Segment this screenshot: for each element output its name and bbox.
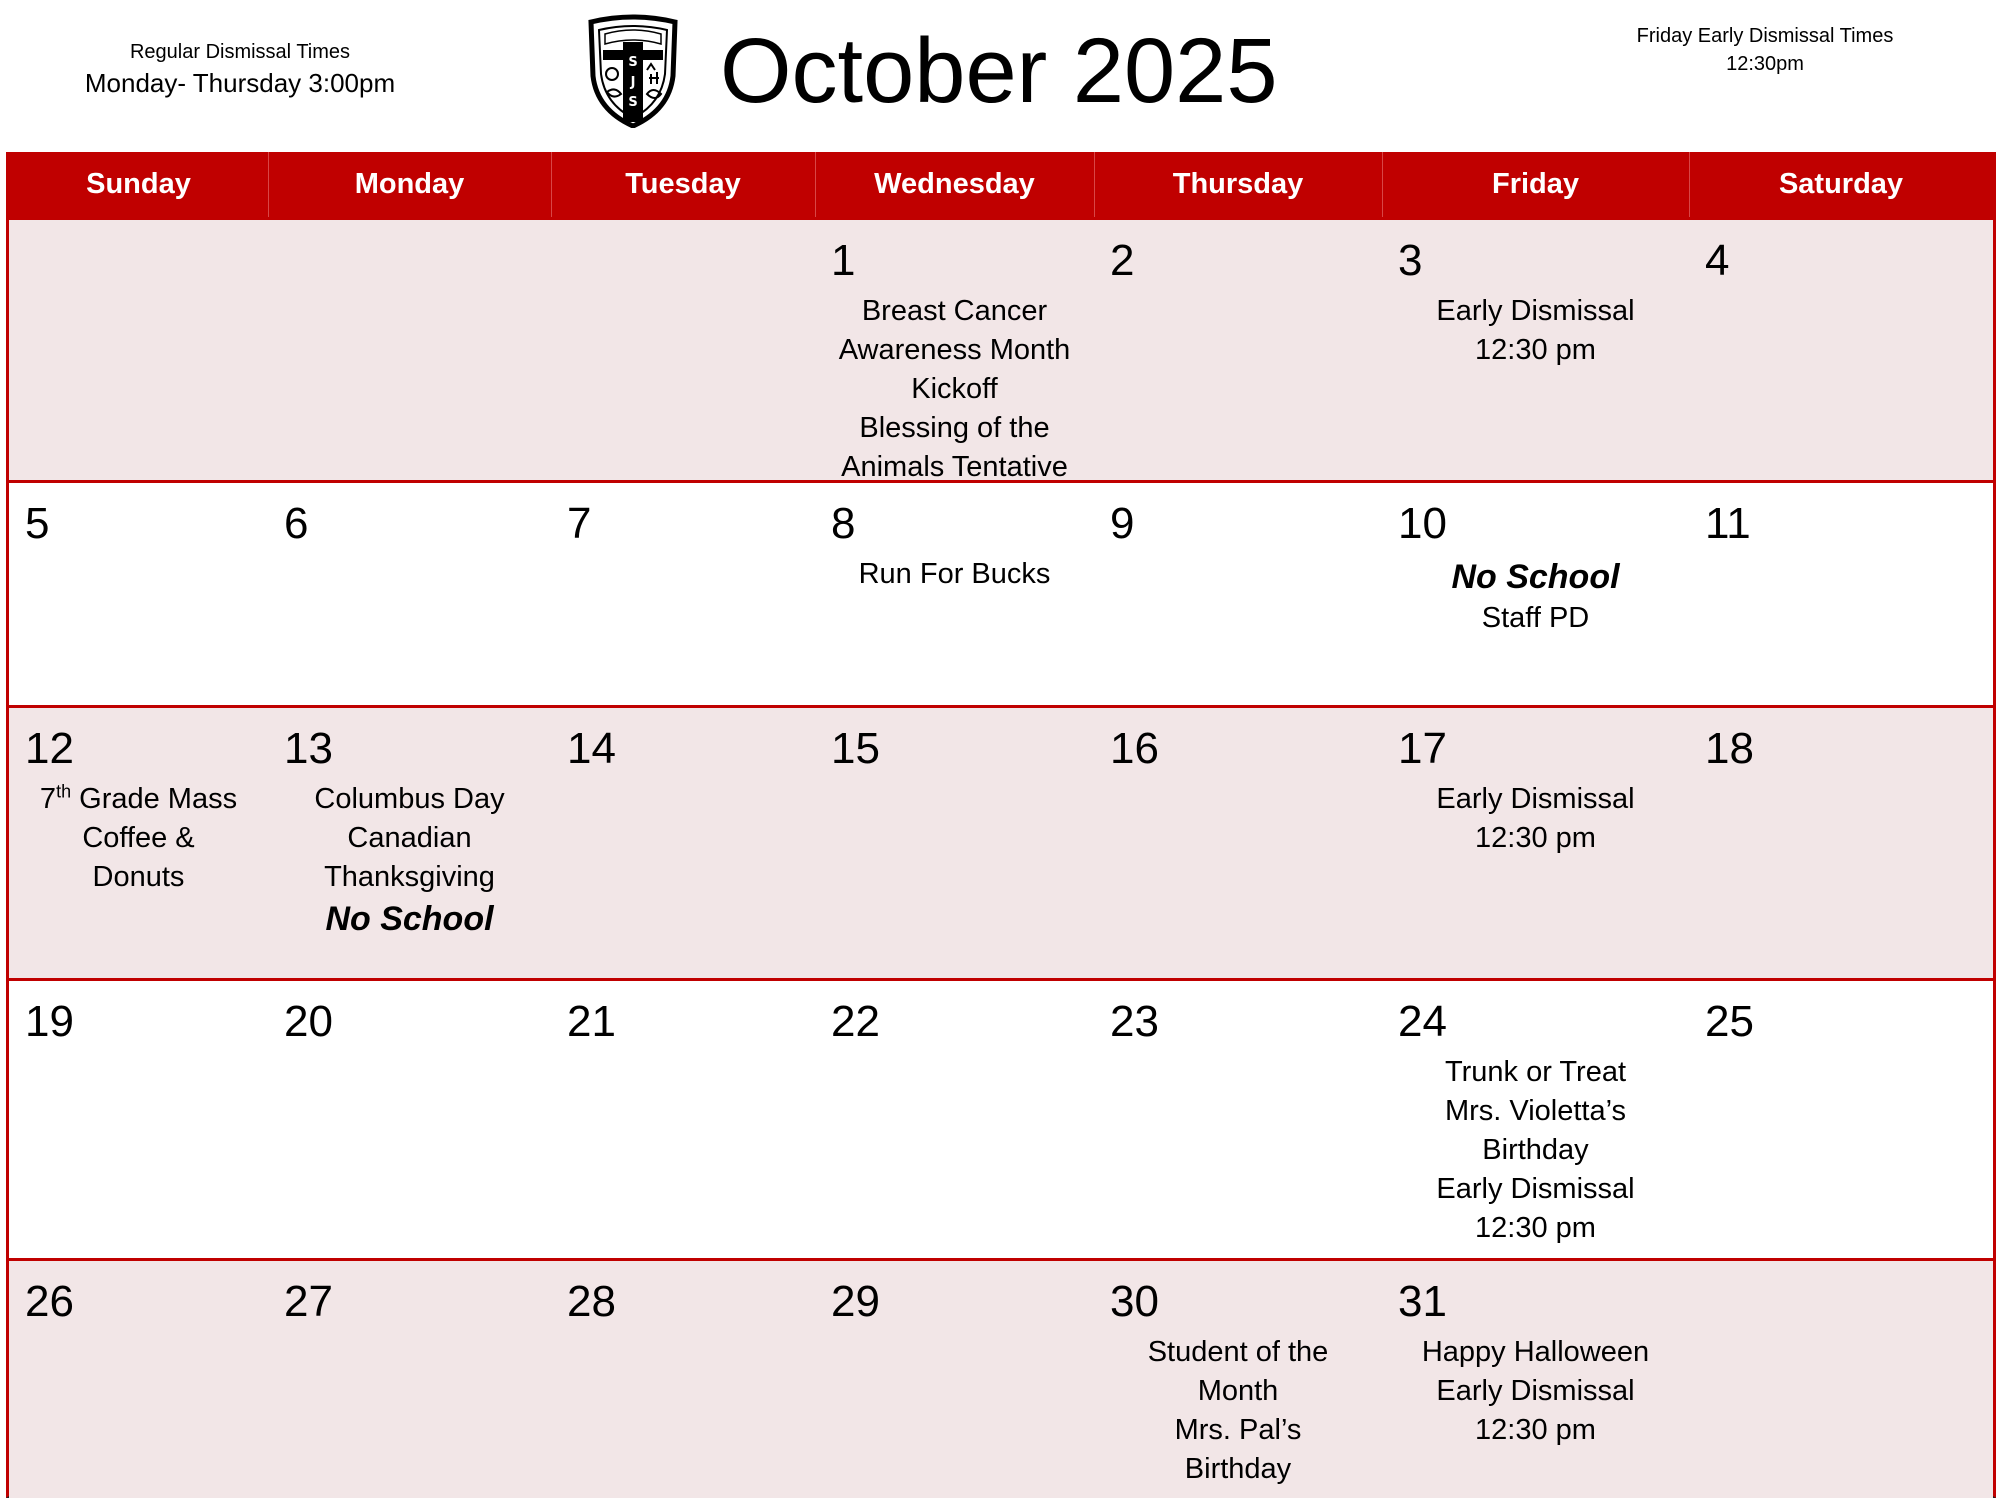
day-cell[interactable] xyxy=(9,483,268,705)
day-cell[interactable] xyxy=(551,708,815,978)
weekday-monday: Monday xyxy=(354,168,465,200)
day-cell[interactable] xyxy=(1094,708,1382,978)
day-cell[interactable] xyxy=(1094,220,1382,480)
event-text: 12:30 pm xyxy=(1475,334,1596,366)
weekday-friday: Friday xyxy=(1491,168,1580,200)
day-cell[interactable] xyxy=(1382,483,1689,705)
event-text: Happy Halloween xyxy=(1421,1336,1650,1368)
week-row xyxy=(9,1258,1993,1498)
event-text: Mrs. Violetta’s xyxy=(1444,1095,1627,1127)
date-number: 21 xyxy=(567,997,616,1046)
date-number: 27 xyxy=(284,1277,333,1326)
day-cell[interactable] xyxy=(1689,220,1993,480)
date-number: 17 xyxy=(1398,724,1447,773)
friday-dismissal-time: 12:30pm xyxy=(1726,53,1804,75)
event-text: Donuts xyxy=(92,861,185,893)
school-crest-logo xyxy=(585,14,681,128)
day-cell[interactable] xyxy=(1382,1261,1689,1498)
day-cell[interactable] xyxy=(551,220,815,480)
week-row xyxy=(9,217,1993,483)
calendar-grid xyxy=(6,152,1996,1498)
weekday-tuesday: Tuesday xyxy=(625,168,741,200)
event-list xyxy=(9,780,268,897)
event-text: 12:30 pm xyxy=(1475,822,1596,854)
day-cell[interactable] xyxy=(815,220,1094,483)
event-text: Breast Cancer xyxy=(861,295,1048,327)
event-text: Coffee & xyxy=(82,822,195,854)
friday-dismissal-info xyxy=(1600,22,1930,78)
event-text: Trunk or Treat xyxy=(1444,1056,1627,1088)
date-number: 9 xyxy=(1110,499,1135,548)
event-text: Student of the xyxy=(1147,1336,1329,1368)
event-text: Staff PD xyxy=(1481,602,1590,634)
date-number: 14 xyxy=(567,724,616,773)
event-text: Thanksgiving xyxy=(324,861,495,893)
event-text: Month xyxy=(1197,1375,1279,1407)
day-cell[interactable] xyxy=(9,220,268,480)
day-cell[interactable] xyxy=(1094,483,1382,705)
date-number: 23 xyxy=(1110,997,1159,1046)
weekday-saturday: Saturday xyxy=(1778,168,1904,200)
day-cell[interactable] xyxy=(268,1261,551,1498)
event-text: Birthday xyxy=(1184,1453,1292,1485)
friday-dismissal-label: Friday Early Dismissal Times xyxy=(1636,25,1894,47)
date-number: 18 xyxy=(1705,724,1754,773)
date-number: 19 xyxy=(25,997,74,1046)
regular-dismissal-time: Monday- Thursday 3:00pm xyxy=(84,68,396,98)
date-number: 11 xyxy=(1705,499,1751,548)
crest-letter-1: S xyxy=(628,55,638,70)
date-number: 2 xyxy=(1110,236,1135,285)
event-text: Birthday xyxy=(1482,1134,1589,1166)
date-number: 16 xyxy=(1110,724,1159,773)
day-cell[interactable] xyxy=(9,981,268,1258)
weekday-separator xyxy=(268,152,269,217)
event-text: 12:30 pm xyxy=(1475,1414,1596,1446)
day-cell[interactable] xyxy=(551,1261,815,1498)
date-number: 26 xyxy=(25,1277,74,1326)
date-number: 31 xyxy=(1398,1277,1447,1326)
event-list xyxy=(1382,1333,1689,1450)
date-number: 13 xyxy=(284,724,333,773)
event-text: Early Dismissal xyxy=(1436,783,1635,815)
week-row xyxy=(9,705,1993,978)
day-cell[interactable] xyxy=(9,708,268,978)
day-cell[interactable] xyxy=(268,483,551,705)
day-cell[interactable] xyxy=(1382,981,1689,1258)
regular-dismissal-info xyxy=(60,38,420,100)
day-cell[interactable] xyxy=(268,220,551,480)
event-text: Columbus Day xyxy=(314,783,505,815)
day-cell[interactable] xyxy=(1094,1261,1382,1498)
date-number: 3 xyxy=(1398,236,1423,285)
day-cell[interactable] xyxy=(1689,981,1993,1258)
event-text: Mrs. Pal’s xyxy=(1174,1414,1302,1446)
event-text: 12:30 pm xyxy=(1475,1212,1596,1244)
day-cell[interactable] xyxy=(1382,708,1689,978)
event-text: Early Dismissal xyxy=(1436,1173,1635,1205)
weekday-sunday: Sunday xyxy=(86,168,191,200)
event-list xyxy=(1094,1333,1382,1489)
weekday-separator xyxy=(551,152,552,217)
event-text: Awareness Month xyxy=(838,334,1071,366)
event-text xyxy=(9,780,268,819)
event-list xyxy=(1382,555,1689,638)
event-list xyxy=(815,292,1094,487)
date-number: 10 xyxy=(1398,499,1447,548)
event-text: Animals Tentative xyxy=(841,451,1068,483)
date-number: 15 xyxy=(831,724,880,773)
no-school-label: No School xyxy=(325,900,494,938)
weekday-separator xyxy=(815,152,816,217)
weekday-header-row xyxy=(9,152,1993,217)
weekday-separator xyxy=(1094,152,1095,217)
event-list xyxy=(815,555,1094,594)
event-text: Early Dismissal xyxy=(1436,295,1635,327)
date-number: 4 xyxy=(1705,236,1730,285)
weekday-wednesday: Wednesday xyxy=(874,168,1035,200)
day-cell[interactable] xyxy=(9,1261,268,1498)
day-cell[interactable] xyxy=(551,483,815,705)
crest-letter-2: J xyxy=(630,75,636,90)
date-number: 20 xyxy=(284,997,333,1046)
event-text: Blessing of the xyxy=(859,412,1050,444)
event-text: Canadian xyxy=(347,822,472,854)
date-number: 1 xyxy=(831,236,856,285)
event-text: Kickoff xyxy=(911,373,998,405)
day-cell[interactable] xyxy=(1689,1261,1993,1498)
date-number: 25 xyxy=(1705,997,1754,1046)
day-cell[interactable] xyxy=(815,1261,1094,1498)
day-cell[interactable] xyxy=(551,981,815,1258)
date-number: 12 xyxy=(25,724,74,773)
day-cell[interactable] xyxy=(1689,483,1993,705)
event-text-part: Grade Mass xyxy=(71,783,238,815)
week-row xyxy=(9,978,1993,1258)
day-cell[interactable] xyxy=(268,981,551,1258)
calendar-title: October 2025 xyxy=(720,20,1278,122)
day-cell[interactable] xyxy=(1094,981,1382,1258)
weekday-separator xyxy=(1382,152,1383,217)
day-cell[interactable] xyxy=(268,708,551,978)
weekday-thursday: Thursday xyxy=(1172,168,1304,200)
date-number: 8 xyxy=(831,499,856,548)
day-cell[interactable] xyxy=(815,483,1094,705)
date-number: 24 xyxy=(1398,997,1447,1046)
date-number: 28 xyxy=(567,1277,616,1326)
no-school-label: No School xyxy=(1451,558,1620,596)
event-text: Run For Bucks xyxy=(858,558,1051,590)
date-number: 22 xyxy=(831,997,880,1046)
date-number: 5 xyxy=(25,499,50,548)
event-list xyxy=(1382,780,1689,858)
event-list xyxy=(268,780,551,941)
day-cell[interactable] xyxy=(815,981,1094,1258)
day-cell[interactable] xyxy=(815,708,1094,978)
date-number: 29 xyxy=(831,1277,880,1326)
ordinal-suffix: th xyxy=(56,781,72,802)
date-number: 30 xyxy=(1110,1277,1159,1326)
regular-dismissal-label: Regular Dismissal Times xyxy=(129,41,351,63)
weekday-separator xyxy=(1689,152,1690,217)
week-row xyxy=(9,480,1993,705)
date-number: 6 xyxy=(284,499,309,548)
event-list xyxy=(1382,1053,1689,1248)
day-cell[interactable] xyxy=(1689,708,1993,978)
event-text: Early Dismissal xyxy=(1436,1375,1635,1407)
day-cell[interactable] xyxy=(1382,220,1689,480)
event-list xyxy=(1382,292,1689,370)
date-number: 7 xyxy=(567,499,592,548)
event-text-part: 7 xyxy=(39,783,57,815)
crest-letter-3: S xyxy=(628,95,638,110)
